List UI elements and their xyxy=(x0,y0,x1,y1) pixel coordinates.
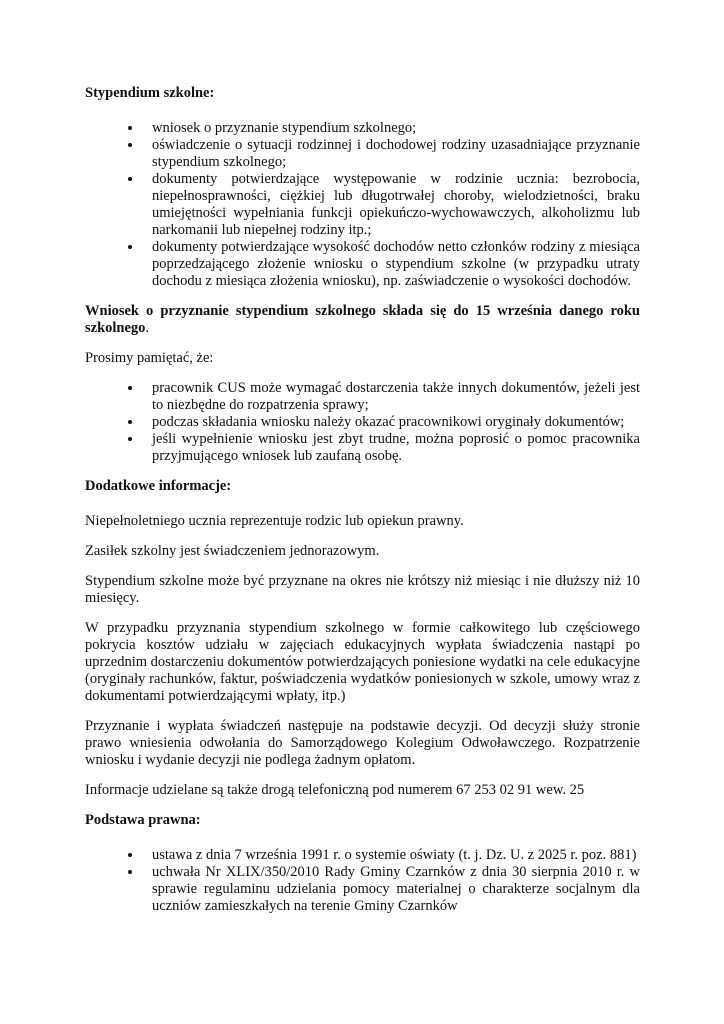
list-item: • podczas składania wniosku należy okazać pracownikowi oryginały dokumentów; xyxy=(143,414,640,431)
remember-intro: Prosimy pamiętać, że: xyxy=(85,350,214,366)
list-item: • pracownik CUS może wymagać dostarczenia także innych dokumentów, jeżeli jest to niezbędne do rozpatrzenia sprawy; xyxy=(143,380,640,414)
list-item: • dokumenty potwierdzające wysokość dochodów netto członków rodziny z miesiąca poprzedzającego złożenie wniosku o stypendium szkolne (w przypadku utraty dochodu z miesiąca złożenia wniosku), np. zaświadczenie o wysokości dochodów. xyxy=(143,239,640,290)
deadline-bold-text: Wniosek o przyznanie stypendium szkolnego składa się do 15 września danego roku szkolnego xyxy=(85,303,640,336)
deadline-period: . xyxy=(145,320,150,336)
list-item: • wniosek o przyznanie stypendium szkolnego; xyxy=(143,120,640,137)
paragraph-duration: Stypendium szkolne może być przyznane na okres nie krótszy niż miesiąc i nie dłuższy niż 10 miesięcy. xyxy=(85,573,640,606)
paragraph-phone-info: Informacje udzielane są także drogą telefoniczną pod numerem 67 253 02 91 wew. 25 xyxy=(85,782,585,798)
list-item: • jeśli wypełnienie wniosku jest zbyt trudne, można poprosić o pomoc pracownika przyjmującego wniosek lub zaufaną osobę. xyxy=(143,431,640,465)
paragraph-decision-appeal: Przyznanie i wypłata świadczeń następuje na podstawie decyzji. Od decyzji służy stronie prawo wniesienia odwołania do Samorządowego Kolegium Odwoławczego. Rozpatrzenie wniosku i wydanie decyzji nie podlega żadnym opłatom. xyxy=(85,718,640,768)
required-documents-list xyxy=(85,120,640,290)
list-item: • oświadczenie o sytuacji rodzinnej i dochodowej rodziny uzasadniające przyznanie stypendium szkolnego; xyxy=(143,137,640,171)
legal-basis-list xyxy=(85,847,640,915)
paragraph-one-time-benefit: Zasiłek szkolny jest świadczeniem jednorazowym. xyxy=(85,543,380,559)
deadline-statement xyxy=(85,303,640,337)
section-heading-additional-info: Dodatkowe informacje: xyxy=(85,478,232,494)
list-item: • dokumenty potwierdzające występowanie w rodzinie ucznia: bezrobocia, niepełnosprawności, ciężkiej lub długotrwałej choroby, wielodzietności, braku umiejętności wypełniania funkcji opiekuńczo-wychowawczych, alkoholizmu lub narkomanii lub niepełnej rodziny itp.; xyxy=(143,171,640,239)
document-body xyxy=(85,85,640,915)
remember-list xyxy=(85,380,640,465)
paragraph-representation: Niepełnoletniego ucznia reprezentuje rodzic lub opiekun prawny. xyxy=(85,513,464,529)
list-item: • uchwała Nr XLIX/350/2010 Rady Gminy Czarnków z dnia 30 sierpnia 2010 r. w sprawie regulaminu udzielania pomocy materialnej o charakterze socjalnym dla uczniów zamieszkałych na terenie Gminy Czarnków xyxy=(143,864,640,915)
list-item: • ustawa z dnia 7 września 1991 r. o systemie oświaty (t. j. Dz. U. z 2025 r. poz. 881) xyxy=(143,847,640,864)
paragraph-payment-conditions: W przypadku przyznania stypendium szkolnego w formie całkowitego lub częściowego pokrycia kosztów udziału w zajęciach edukacyjnych wypłata świadczenia nastąpi po uprzednim dostarczeniu dokumentów potwierdzających poniesione wydatki na cele edukacyjne (oryginały rachunków, faktur, poświadczenia wydatków poniesionych w szkole, umowy wraz z dokumentami potwierdzającymi wpłaty, itp.) xyxy=(85,620,640,704)
section-heading-legal-basis: Podstawa prawna: xyxy=(85,812,201,828)
section-heading-stypendium: Stypendium szkolne: xyxy=(85,85,215,101)
